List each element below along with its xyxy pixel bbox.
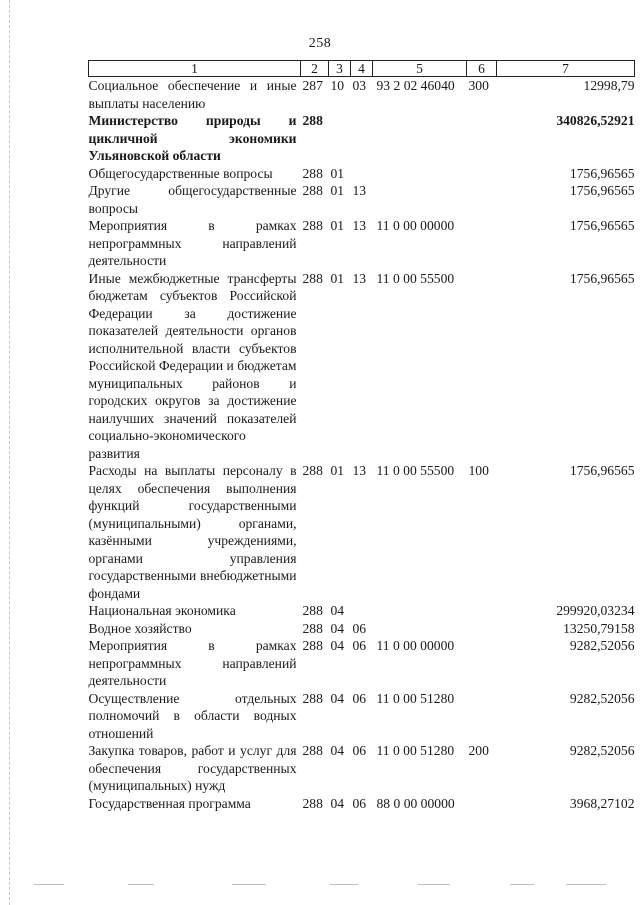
row-expense-type: 100 [468,463,489,478]
row-amount: 1756,96565 [569,270,635,286]
row-expense-type [467,217,497,270]
row-target-article [373,182,467,217]
row-target-article [373,165,467,183]
row-target-article [373,620,467,638]
row-target-article [373,602,467,620]
row-section: 04 [330,795,345,811]
row-admin-code: 288 [302,270,323,286]
row-expense-type [467,112,497,165]
row-subsection: 06 [352,743,367,758]
row-admin-code: 288 [302,113,323,128]
row-target-article: 93 2 02 46040 [376,78,455,93]
row-name: Расходы на выплаты персоналу в целях обеспечения выполнения функций государственными (муниципальными) органами, казёнными учреждениями, органами управления государственными внебюджетными фондами [88,463,297,601]
table-row [89,182,635,217]
table-row [89,112,635,165]
row-admin-code: 288 [302,603,323,618]
row-name: Иные межбюджетные трансферты бюджетам субъектов Российской Федерации за достижение показателей деятельности органов исполнительной власти субъектов Российской Федерации и бюджетам муниципальных районов и городских округов за достижение наилучших значений показателей социально-экономического развития [88,270,297,461]
row-subsection [351,112,373,165]
row-amount: 340826,52921 [556,113,635,128]
row-name: Водное хозяйство [88,620,192,636]
row-target-article: 11 0 00 55500 [376,463,455,478]
row-admin-code: 288 [302,165,323,181]
row-subsection [351,165,373,183]
row-section [329,112,351,165]
row-name: Национальная экономика [88,603,236,618]
row-amount: 299920,03234 [556,603,635,618]
row-subsection: 13 [352,270,367,286]
row-subsection [351,602,373,620]
row-admin-code: 288 [302,638,323,653]
row-section: 01 [330,183,345,198]
row-name: Мероприятия в рамках непрограммных направлений деятельности [88,638,297,688]
page-number: 258 [308,36,332,51]
budget-table [88,60,635,812]
header-col-6: 6 [467,61,497,77]
row-admin-code: 288 [302,183,323,198]
row-expense-type: 200 [468,743,489,758]
row-amount: 9282,52056 [569,690,635,706]
table-row [89,602,635,620]
table-row [89,742,635,795]
row-admin-code: 288 [302,218,323,233]
row-section: 01 [330,165,345,181]
row-expense-type [467,165,497,183]
table-row [89,620,635,638]
table-row [89,637,635,690]
row-target-article: 11 0 00 51280 [376,743,455,758]
row-admin-code: 288 [302,743,323,758]
table-row [89,77,635,113]
row-expense-type [467,690,497,743]
row-name: Мероприятия в рамках непрограммных направлений деятельности [88,218,297,268]
row-expense-type [467,602,497,620]
row-expense-type: 300 [468,78,489,93]
row-amount: 1756,96565 [569,218,635,233]
row-target-article: 88 0 00 00000 [376,795,455,811]
row-name: Другие общегосударственные вопросы [88,183,297,216]
table-row [89,217,635,270]
row-section: 04 [330,690,345,706]
table-row [89,795,635,813]
row-section: 01 [330,463,345,478]
row-name: Закупка товаров, работ и услуг для обеспечения государственных (муниципальных) нужд [88,743,297,793]
row-amount: 13250,79158 [563,620,635,636]
row-target-article: 11 0 00 00000 [376,218,455,233]
row-subsection: 06 [352,620,367,636]
header-col-5: 5 [373,61,467,77]
row-section: 04 [330,638,345,653]
table-header-row [89,61,635,77]
row-section: 04 [330,620,345,636]
row-section: 04 [330,743,345,758]
row-target-article: 11 0 00 00000 [376,638,455,653]
table-row [89,270,635,463]
row-expense-type [467,795,497,813]
header-col-4: 4 [351,61,373,77]
header-col-1: 1 [89,61,301,77]
header-col-7: 7 [497,61,635,77]
row-subsection: 06 [352,690,367,706]
row-name: Общегосударственные вопросы [88,165,273,181]
row-name: Государственная программа [88,795,251,811]
row-subsection: 03 [352,78,367,93]
row-admin-code: 288 [302,463,323,478]
row-amount: 9282,52056 [569,638,635,653]
row-target-article: 11 0 00 51280 [376,690,455,706]
table-row [89,462,635,602]
row-subsection: 13 [352,463,367,478]
row-subsection: 06 [352,795,367,811]
row-expense-type [467,637,497,690]
row-amount: 1756,96565 [569,183,635,198]
row-name: Министерство природы и цикличной экономики Ульяновской области [88,113,297,163]
row-name: Социальное обеспечение и иные выплаты населению [88,78,297,111]
row-admin-code: 288 [302,795,323,811]
row-target-article: 11 0 00 55500 [376,270,455,286]
row-subsection: 06 [352,638,367,653]
row-amount: 1756,96565 [569,165,635,181]
row-section: 01 [330,218,345,233]
row-admin-code: 288 [302,620,323,636]
row-subsection: 13 [352,218,367,233]
row-name: Осуществление отдельных полномочий в области водных отношений [88,690,297,741]
row-amount: 1756,96565 [569,463,635,478]
row-admin-code: 287 [302,78,323,93]
scan-edge-line [9,0,10,905]
row-section: 01 [330,270,345,286]
header-col-3: 3 [329,61,351,77]
row-amount: 3968,27102 [569,795,635,811]
row-admin-code: 288 [302,690,323,706]
row-amount: 12998,79 [583,78,635,93]
row-section: 10 [330,78,345,93]
row-amount: 9282,52056 [569,743,635,758]
row-expense-type [467,270,497,463]
row-expense-type [467,182,497,217]
table-row [89,165,635,183]
row-section: 04 [330,603,345,618]
row-subsection: 13 [352,183,367,198]
table-row [89,690,635,743]
scan-footer-marks [0,884,640,888]
table-body [89,77,635,813]
header-col-2: 2 [301,61,329,77]
row-expense-type [467,620,497,638]
row-target-article [373,112,467,165]
